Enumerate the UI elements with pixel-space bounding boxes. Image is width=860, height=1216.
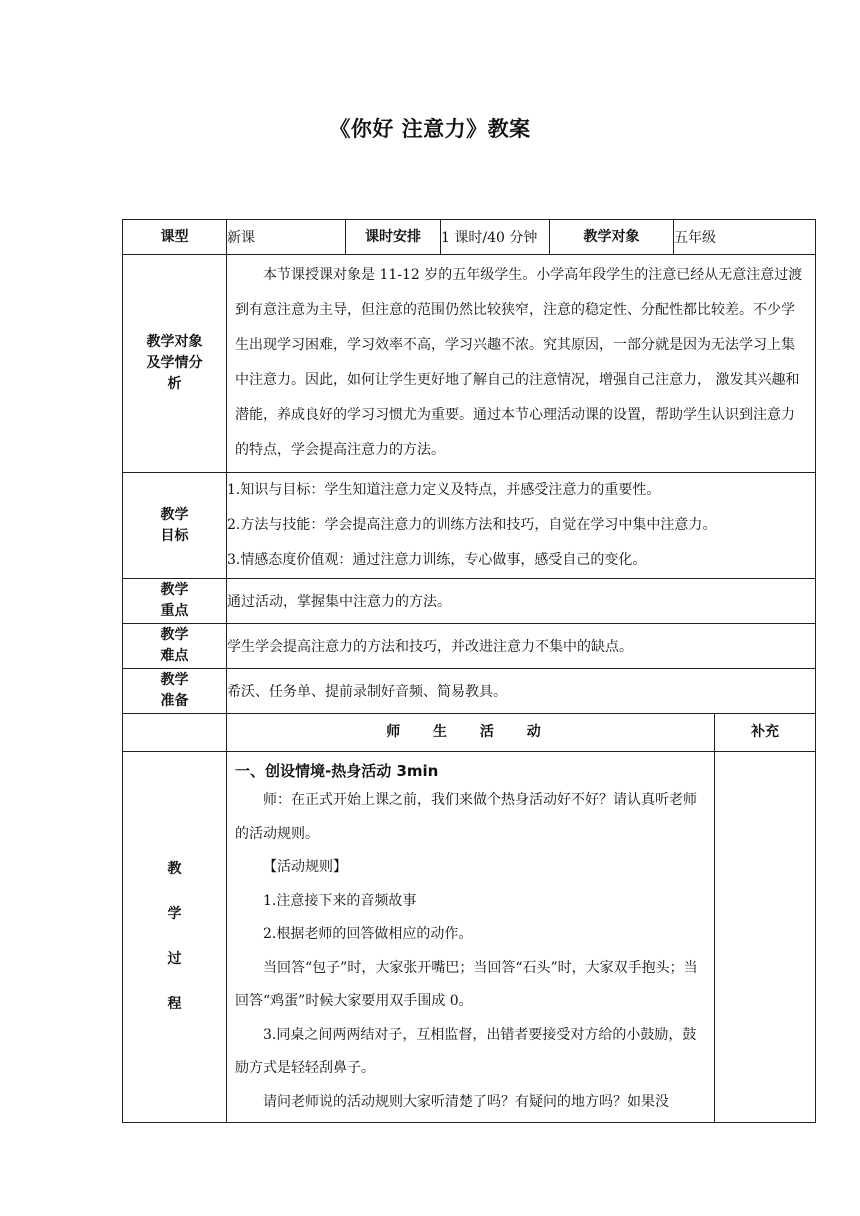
goal-item: 2.方法与技能：学会提高注意力的训练方法和技巧，自觉在学习中集中注意力。 bbox=[227, 517, 717, 533]
process-extra-cell bbox=[715, 752, 816, 1123]
preparation-label-line: 教学 bbox=[160, 672, 189, 688]
activity-header-main bbox=[227, 714, 715, 752]
key-point-label bbox=[123, 579, 227, 624]
goal-item: 1.知识与目标：学生知道注意力定义及特点，并感受注意力的重要性。 bbox=[227, 482, 661, 498]
process-line: 请问老师说的活动规则大家听清楚了吗？有疑问的地方吗？如果没 bbox=[263, 1093, 669, 1110]
activity-header-extra: 补充 bbox=[715, 714, 816, 752]
preparation-row bbox=[123, 669, 816, 714]
analysis-label-line: 析 bbox=[167, 376, 182, 392]
audience-label: 教学对象 bbox=[550, 220, 674, 255]
process-label-char: 程 bbox=[167, 996, 182, 1012]
goal-item: 3.情感态度价值观：通过注意力训练，专心做事，感受自己的变化。 bbox=[227, 552, 647, 568]
activity-header-main-text: 师 生 活 动 bbox=[386, 724, 555, 740]
process-line: 2.根据老师的回答做相应的动作。 bbox=[263, 926, 473, 942]
difficulty-row bbox=[123, 624, 816, 669]
preparation-text: 希沃、任务单、提前录制好音频、简易教具。 bbox=[227, 669, 816, 714]
process-line: 师：在正式开始上课之前，我们来做个热身活动好不好？请认真听老师的活动规则。 bbox=[235, 792, 697, 842]
schedule-label: 课时安排 bbox=[346, 220, 441, 255]
key-point-label-line: 重点 bbox=[160, 603, 189, 619]
process-line: 3.同桌之间两两结对子，互相监督，出错者要接受对方给的小鼓励，鼓励方式是轻轻刮鼻子。 bbox=[235, 1026, 697, 1076]
activity-header-row bbox=[123, 714, 816, 752]
preparation-label bbox=[123, 669, 227, 714]
difficulty-text: 学生学会提高注意力的方法和技巧，并改进注意力不集中的缺点。 bbox=[227, 624, 816, 669]
basic-info-row bbox=[123, 220, 816, 255]
activity-header-blank bbox=[123, 714, 227, 752]
process-line: 【活动规则】 bbox=[263, 859, 347, 875]
analysis-label-line: 教学对象 bbox=[146, 334, 203, 350]
difficulty-label-line: 难点 bbox=[160, 648, 189, 664]
process-line: 1.注意接下来的音频故事 bbox=[263, 892, 417, 909]
difficulty-label-line: 教学 bbox=[160, 627, 189, 643]
process-label-char: 教 bbox=[167, 861, 182, 877]
process-row bbox=[123, 752, 816, 1123]
schedule-value: 1 课时/40 分钟 bbox=[441, 220, 550, 255]
analysis-label bbox=[123, 255, 227, 473]
document-title: 《你好 注意力》教案 bbox=[329, 117, 531, 141]
process-label bbox=[123, 752, 227, 1123]
process-content bbox=[227, 752, 715, 1123]
process-label-char: 过 bbox=[167, 951, 182, 967]
goals-label bbox=[123, 473, 227, 579]
goals-label-line: 教学 bbox=[160, 506, 189, 523]
analysis-label-line: 及学情分 bbox=[146, 355, 203, 371]
preparation-label-line: 准备 bbox=[160, 693, 189, 709]
goals-content bbox=[227, 473, 816, 579]
key-point-row bbox=[123, 579, 816, 624]
audience-value: 五年级 bbox=[674, 220, 816, 255]
goals-label-line: 目标 bbox=[160, 527, 189, 544]
analysis-text: 本节课授课对象是 11-12 岁的五年级学生。小学高年段学生的注意已经从无意注意过渡到有意注意为主导，但注意的范围仍然比较狭窄，注意的稳定性、分配性都比较差。不少学生出现学习困难，学习效率不高，学习兴趣不浓。究其原因，一部分就是因为无法学习上集中注意力。因此，如何让学生更好地了解自己的注意情况，增强自己注意力， 激发其兴趣和潜能，养成良好的学习习惯尤为重要。通过本节心理活动课的设置，帮助学生认识到注意力的特点，学会提高注意力的方法。 bbox=[235, 267, 803, 458]
course-type-value: 新课 bbox=[227, 220, 346, 255]
key-point-text: 通过活动，掌握集中注意力的方法。 bbox=[227, 579, 816, 624]
process-section-title: 一、创设情境-热身活动 3min bbox=[235, 762, 439, 780]
analysis-row bbox=[123, 255, 816, 473]
key-point-label-line: 教学 bbox=[160, 582, 189, 598]
analysis-content bbox=[227, 255, 816, 473]
course-type-label: 课型 bbox=[123, 220, 227, 255]
goals-row bbox=[123, 473, 816, 579]
difficulty-label bbox=[123, 624, 227, 669]
process-label-char: 学 bbox=[167, 906, 182, 922]
lesson-plan-table bbox=[122, 219, 816, 1123]
process-line: 当回答“包子”时，大家张开嘴巴；当回答“石头”时，大家双手抱头；当回答“鸡蛋”时候大家要用双手围成 0。 bbox=[235, 959, 698, 1009]
